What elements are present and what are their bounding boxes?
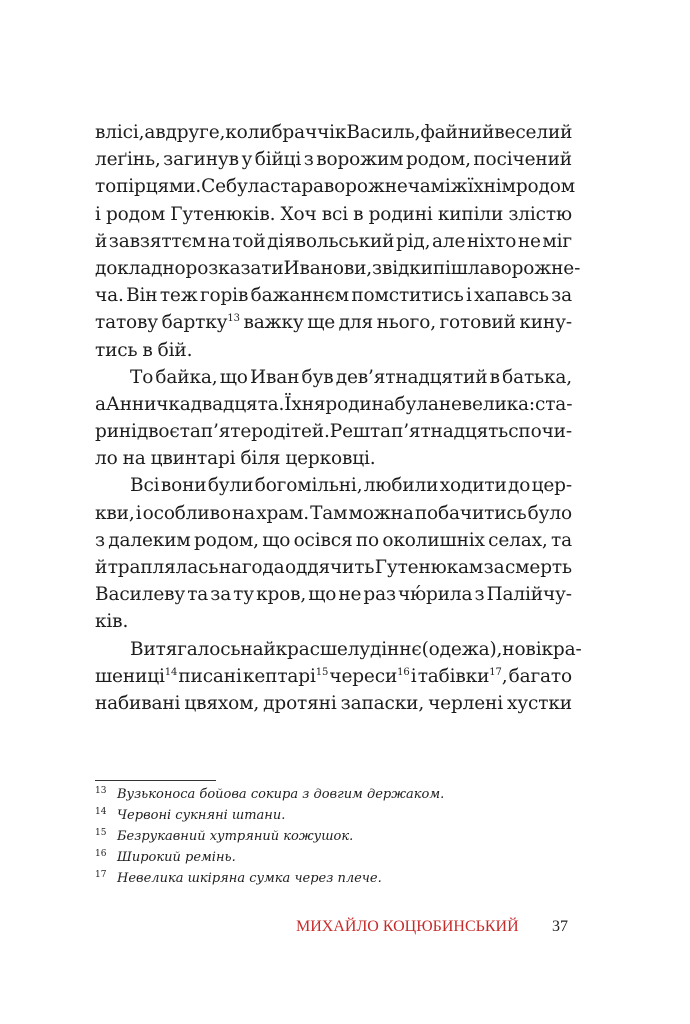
footnote-ref[interactable]: 17 [489, 666, 502, 678]
running-head-author: МИХАЙЛО КОЦЮБИНСЬКИЙ [296, 918, 519, 935]
word: та [187, 584, 209, 606]
word: і [466, 285, 472, 307]
word: То [130, 366, 154, 388]
text-line [95, 173, 575, 200]
word: ків. [95, 611, 129, 633]
footnote-number: 16 [95, 849, 107, 859]
word: докладно [95, 257, 186, 279]
word: та [179, 421, 201, 443]
word: рині [95, 421, 137, 443]
footnote-item [95, 847, 572, 868]
word: храм. [256, 502, 309, 524]
word: батька, [502, 366, 572, 388]
word: Анничка [105, 393, 191, 415]
text-line [95, 282, 572, 309]
word: важку [243, 312, 304, 334]
word: їхнім [467, 176, 516, 198]
word: готовий [439, 312, 516, 334]
word: чю́рила [398, 584, 473, 606]
word: п’ятеро [200, 421, 274, 443]
word: Всі [130, 475, 160, 497]
word: ще [307, 312, 336, 334]
text-line [95, 472, 572, 499]
word: Палійчу- [486, 584, 572, 606]
word: Василь, [346, 122, 421, 143]
word: дітей. [273, 421, 330, 443]
word: топірцями. [95, 176, 202, 198]
footnote-ref[interactable]: 16 [397, 666, 410, 678]
word: татову [95, 312, 159, 334]
word: в [489, 366, 500, 388]
word: дротяні [263, 692, 337, 714]
word: а [144, 122, 156, 143]
word: церковці. [285, 448, 376, 470]
word: була [225, 176, 271, 198]
text-line [95, 364, 572, 391]
word: був [301, 366, 334, 388]
word: черлені [428, 692, 503, 714]
word: рід, [395, 230, 431, 252]
text-line [95, 581, 572, 608]
word: родина [325, 393, 395, 415]
word: раз [363, 584, 396, 606]
word: багато [508, 665, 572, 687]
word: хустки [507, 692, 572, 714]
word: пішла [432, 257, 491, 279]
word: набивані [95, 692, 181, 714]
word: ста- [535, 393, 573, 415]
word: оддячить [284, 557, 375, 578]
word: особливо [142, 502, 231, 524]
word: посічений [473, 149, 572, 171]
word: можна [348, 502, 414, 524]
word: у [241, 149, 253, 171]
word: за [210, 584, 232, 606]
footnote-text: Червоні сукняні штани. [117, 808, 286, 823]
footnote-ref[interactable]: 15 [315, 666, 329, 678]
word: околишніх [382, 529, 485, 551]
footnote-ref[interactable]: 14 [164, 666, 178, 678]
word: що [308, 584, 337, 606]
word: браччік [271, 122, 347, 143]
word: загинув [163, 149, 239, 171]
footnote-item [95, 826, 572, 847]
word: Гутенюкам [374, 557, 484, 578]
footnote-number: 13 [95, 786, 107, 796]
word: хапавсь [474, 285, 549, 307]
footnote-text: Широкий ремінь. [117, 850, 236, 865]
word: ніхто [466, 230, 517, 252]
word: череси$^{16}$ [329, 665, 410, 687]
word: але [432, 230, 466, 252]
word: в [95, 122, 106, 143]
word: нього, [376, 312, 436, 334]
word: файний [420, 122, 495, 143]
word: Иван [249, 366, 300, 388]
word: веселий [494, 122, 573, 143]
word: завзяттєм [108, 230, 206, 252]
word: любили [363, 475, 439, 497]
word: Решта [329, 421, 391, 443]
word: ча. [95, 285, 124, 307]
word: Се [201, 176, 226, 198]
word: кипіли [437, 203, 504, 225]
word: цер- [531, 475, 572, 497]
word: діявольський [267, 230, 395, 252]
word: кептарі$^{15}$ [242, 665, 329, 687]
word: Гутенюків. [170, 203, 276, 225]
body-text [95, 119, 582, 717]
word: цвинтарі [150, 448, 236, 470]
word: і [135, 502, 142, 524]
word: кину- [519, 312, 572, 334]
word: з [474, 584, 485, 606]
word: що [262, 529, 291, 551]
word: не [517, 230, 541, 252]
word: Хоч [280, 203, 317, 225]
footnote-item [95, 805, 572, 826]
text-line [95, 391, 572, 418]
word: найкрасше [240, 638, 348, 660]
text-line [95, 663, 572, 690]
word: тись [95, 339, 138, 361]
word: Там [310, 502, 348, 524]
text-line [95, 201, 572, 228]
text-line [95, 418, 572, 445]
word: й [95, 230, 108, 252]
text-line [95, 527, 572, 554]
word: бажаннєм [250, 285, 350, 307]
text-line [95, 228, 572, 255]
word: запаски, [340, 692, 425, 714]
word: та [550, 529, 572, 551]
word: вони [160, 475, 207, 497]
word: міг [542, 230, 572, 252]
word: ворожне- [490, 257, 581, 279]
word: з [303, 149, 314, 171]
word: вдруге, [155, 122, 226, 143]
word: двоє [136, 421, 180, 443]
footnote-rule [95, 780, 216, 781]
footnote-text: Безрукавний хутряний кожушок. [117, 829, 354, 844]
word: Василеву [95, 584, 186, 606]
word: дев’ятнадцятий [335, 366, 488, 388]
footnote-ref[interactable]: 13 [227, 313, 240, 325]
word: за [551, 285, 572, 307]
word: лудіннє [347, 638, 422, 660]
word: злістю [508, 203, 572, 225]
word: між [430, 176, 468, 198]
word: невелика: [438, 393, 536, 415]
word: осівся [293, 529, 353, 551]
word: стара [270, 176, 324, 198]
word: по [355, 529, 380, 551]
word: леґінь, [95, 149, 161, 171]
word: родом, [405, 149, 471, 171]
word: і [95, 203, 101, 225]
word: розказати [185, 257, 284, 279]
word: табівки$^{17}$, [417, 665, 508, 687]
word: селах, [488, 529, 548, 551]
word: Він [126, 285, 158, 307]
word: кви, [95, 502, 135, 524]
word: родом [105, 203, 166, 225]
text-line [95, 636, 582, 663]
word: богомільні, [254, 475, 363, 497]
word: цвяхом, [184, 692, 260, 714]
text-line [95, 608, 572, 635]
word: Їхня [284, 393, 326, 415]
word: було [527, 502, 572, 524]
footnote-number: 14 [95, 807, 107, 817]
word: нові [502, 638, 542, 660]
word: побачитись [414, 502, 527, 524]
word: горів [199, 285, 249, 307]
word: за [483, 557, 505, 578]
word: родині [368, 203, 433, 225]
text-line [95, 119, 572, 146]
word: біля [240, 448, 281, 470]
word: родом, [193, 529, 259, 551]
word: коли [225, 122, 272, 143]
footnote-item [95, 784, 572, 805]
word: й [95, 557, 108, 578]
word: з [95, 529, 105, 551]
word: ворожим [316, 149, 404, 171]
word: що [219, 366, 248, 388]
word: помститись [351, 285, 464, 307]
word: той [232, 230, 266, 252]
word: байка, [155, 366, 218, 388]
footnote-text: Вузьконоса бойова сокира з довгим держаком. [117, 787, 445, 802]
word: на [207, 230, 231, 252]
footnote-number: 17 [95, 870, 107, 880]
word: бартку$^{13}$ [161, 312, 240, 334]
word: і [410, 665, 417, 687]
text-line [95, 445, 572, 472]
page-number: 37 [552, 918, 568, 935]
text-line [95, 500, 572, 527]
text-line [95, 255, 581, 282]
word: ло [95, 448, 118, 470]
word: далеким [108, 529, 191, 551]
word: кров, [256, 584, 307, 606]
footnote-item [95, 868, 572, 889]
word: нагода [218, 557, 285, 578]
word: смерть [504, 557, 572, 578]
word: писані [178, 665, 242, 687]
word: ворожнеча [323, 176, 431, 198]
word: були [207, 475, 254, 497]
word: на [231, 502, 256, 524]
word: на [122, 448, 146, 470]
word: Витягалось [130, 638, 241, 660]
word: кра- [541, 638, 582, 660]
footnote-text: Невелика шкіряна сумка через плече. [117, 871, 382, 886]
word: всі [321, 203, 348, 225]
footnote-number: 15 [95, 828, 107, 838]
word: теж [159, 285, 198, 307]
text-line [95, 309, 572, 336]
text-line [95, 146, 572, 173]
word: звідки [372, 257, 433, 279]
word: бійці [254, 149, 302, 171]
word: ходити [439, 475, 507, 497]
word: бій. [157, 339, 193, 361]
word: ту [233, 584, 254, 606]
word: двадцята. [190, 393, 285, 415]
word: спочи- [508, 421, 572, 443]
word: Иванови, [283, 257, 373, 279]
word: в [353, 203, 364, 225]
text-line [95, 337, 572, 364]
word: (одежа), [421, 638, 503, 660]
word: родом [515, 176, 575, 198]
word: для [338, 312, 373, 334]
text-line [95, 690, 572, 717]
word: була [394, 393, 439, 415]
word: траплялась [107, 557, 219, 578]
word: до [508, 475, 531, 497]
text-line [95, 554, 572, 581]
word: а [95, 393, 106, 415]
word: не [338, 584, 362, 606]
word: шениці$^{14}$ [95, 665, 178, 687]
footnotes [95, 784, 572, 889]
word: п’ятнадцять [391, 421, 509, 443]
word: в [142, 339, 153, 361]
word: лісі, [105, 122, 145, 143]
